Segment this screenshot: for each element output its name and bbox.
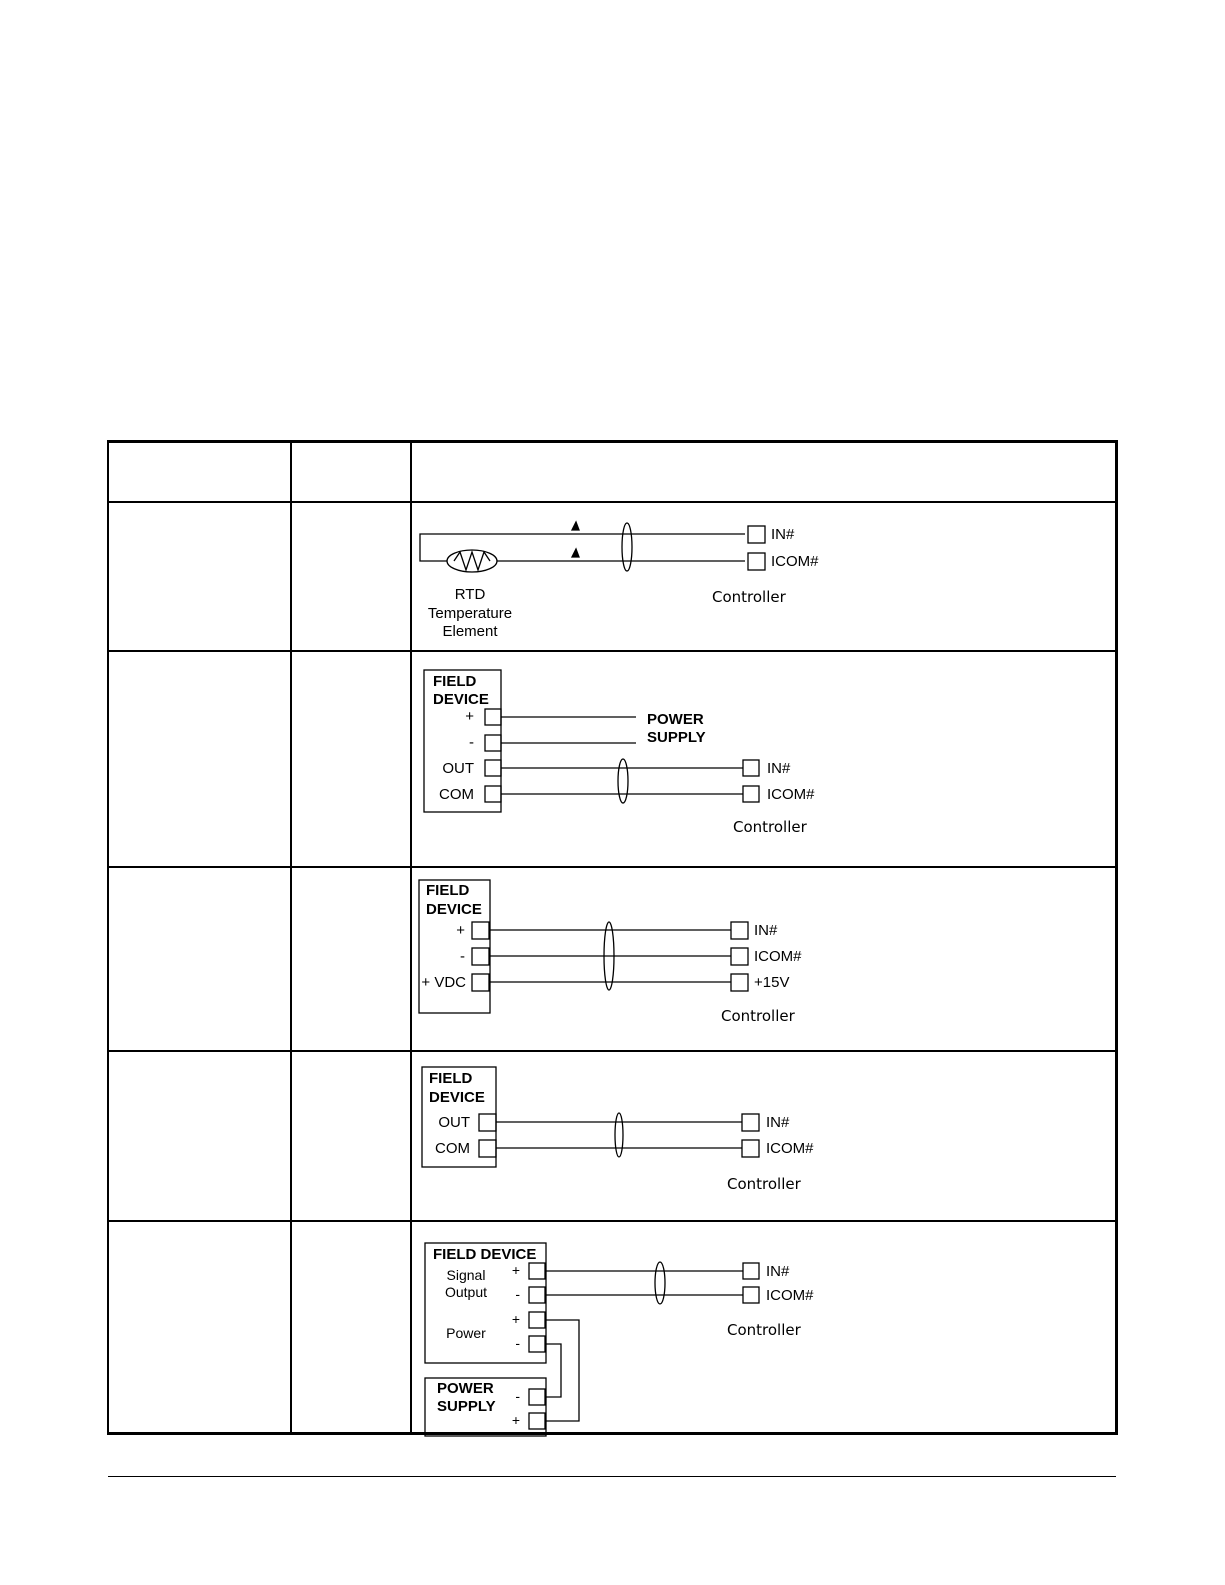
power-terminal-plus: [529, 1312, 545, 1328]
power-minus-loop-wire: [545, 1344, 561, 1397]
rtd-loop-wire: [420, 534, 745, 561]
supply-plus-label: +: [511, 1412, 520, 1428]
device-terminal-vdc: [472, 974, 489, 991]
rtd-zigzag: [454, 552, 490, 570]
signal-minus-label: -: [515, 1286, 520, 1302]
field-device-label: FIELD DEVICE: [433, 1246, 537, 1263]
terminal-icom: [742, 1140, 759, 1157]
device-terminal-plus: [485, 709, 501, 725]
device-terminal-plus: [472, 922, 489, 939]
three-wire-diagram: [419, 880, 748, 1013]
cable-shield-icon: [618, 759, 628, 803]
terminal-icom-label: ICOM#: [754, 948, 802, 965]
power-label: Power: [446, 1325, 486, 1341]
power-plus-label: +: [511, 1311, 520, 1327]
cable-shield-icon: [655, 1262, 665, 1304]
field-label: FIELD: [433, 673, 477, 690]
field-label: FIELD: [429, 1070, 473, 1087]
rtd-label: RTD: [454, 586, 486, 603]
supply-terminal-plus: [529, 1413, 545, 1429]
controller-label: Controller: [712, 588, 786, 606]
device-label: DEVICE: [426, 901, 482, 918]
supply-minus-label: -: [515, 1388, 520, 1404]
terminal-in: [748, 526, 765, 543]
two-wire-diagram: [422, 1067, 759, 1167]
device-com-label: COM: [439, 786, 474, 803]
device-terminal-minus: [485, 735, 501, 751]
power-minus-label: -: [515, 1335, 520, 1351]
output-label: Output: [444, 1284, 488, 1300]
power-label: POWER: [647, 711, 704, 728]
terminal-icom-label: ICOM#: [766, 1287, 814, 1304]
terminal-icom-label: ICOM#: [767, 786, 815, 803]
controller-label: Controller: [721, 1007, 795, 1025]
device-out-label: OUT: [442, 760, 474, 777]
terminal-icom-label: ICOM#: [771, 553, 819, 570]
device-terminal-out: [479, 1114, 496, 1131]
supply-terminal-minus: [529, 1389, 545, 1405]
power-terminal-minus: [529, 1336, 545, 1352]
terminal-in-label: IN#: [766, 1263, 790, 1280]
terminal-icom: [743, 1287, 759, 1303]
device-label: DEVICE: [433, 691, 489, 708]
device-plus-label: +: [456, 922, 465, 939]
terminal-in-label: IN#: [754, 922, 778, 939]
signal-terminal-minus: [529, 1287, 545, 1303]
wire-marker-2: [572, 549, 579, 557]
wire-marker-1: [572, 522, 579, 530]
terminal-icom-label: ICOM#: [766, 1140, 814, 1157]
device-com-label: COM: [435, 1140, 470, 1157]
supply-power-label: POWER: [437, 1380, 494, 1397]
terminal-in: [743, 760, 759, 776]
footer-divider: [108, 1476, 1116, 1477]
device-plus-label: +: [465, 708, 474, 725]
terminal-15v: [731, 974, 748, 991]
terminal-in: [731, 922, 748, 939]
terminal-icom: [748, 553, 765, 570]
controller-label: Controller: [727, 1321, 801, 1339]
signal-terminal-plus: [529, 1263, 545, 1279]
cable-shield-icon: [615, 1113, 623, 1157]
terminal-in-label: IN#: [766, 1114, 790, 1131]
terminal-in-label: IN#: [767, 760, 791, 777]
device-out-label: OUT: [438, 1114, 470, 1131]
temperature-label: Temperature: [427, 605, 513, 622]
terminal-icom: [743, 786, 759, 802]
terminal-in: [743, 1263, 759, 1279]
device-vdc-label: + VDC: [421, 974, 466, 991]
signal-plus-label: +: [511, 1262, 520, 1278]
field-device-box: [419, 880, 490, 1013]
signal-label: Signal: [446, 1267, 486, 1283]
element-label: Element: [442, 623, 498, 640]
device-terminal-com: [479, 1140, 496, 1157]
device-minus-label: -: [460, 948, 465, 965]
field-label: FIELD: [426, 882, 470, 899]
device-terminal-out: [485, 760, 501, 776]
terminal-in-label: IN#: [771, 526, 795, 543]
device-minus-label: -: [469, 734, 474, 751]
device-label: DEVICE: [429, 1089, 485, 1106]
controller-label: Controller: [727, 1175, 801, 1193]
terminal-in: [742, 1114, 759, 1131]
terminal-15v-label: +15V: [754, 974, 790, 991]
supply-label: SUPPLY: [647, 729, 706, 746]
cable-shield-icon: [622, 523, 632, 571]
device-terminal-com: [485, 786, 501, 802]
power-plus-loop-wire: [545, 1320, 579, 1421]
terminal-icom: [731, 948, 748, 965]
rtd-diagram: [420, 522, 765, 572]
controller-label: Controller: [733, 818, 807, 836]
supply-label: SUPPLY: [437, 1398, 496, 1415]
device-terminal-minus: [472, 948, 489, 965]
